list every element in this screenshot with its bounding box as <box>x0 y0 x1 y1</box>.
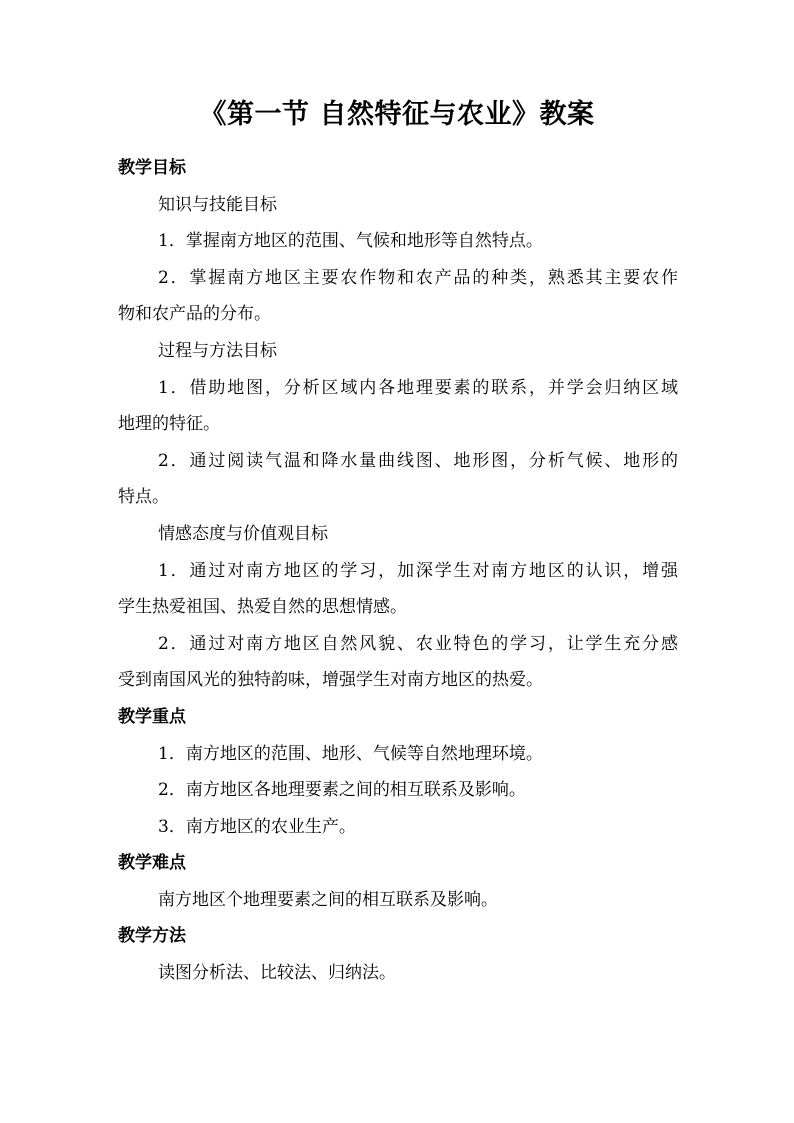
document-title: 《第一节 自然特征与农业》教案 <box>199 99 595 130</box>
knowledge-item-2 <box>118 260 678 333</box>
process-item-1 <box>118 370 678 443</box>
difficulties-text: 南方地区个地理要素之间的相互联系及影响。 <box>158 889 498 910</box>
knowledge-item-1: 1．掌握南方地区的范围、气候和地形等自然特点。 <box>158 231 543 252</box>
document-body <box>118 150 678 992</box>
attitude-item-1 <box>118 553 678 626</box>
attitude-item-1-line-2: 学生热爱祖国、热爱自然的思想情感。 <box>118 597 407 618</box>
section-heading-objectives: 教学目标 <box>118 158 186 178</box>
section-heading-methods: 教学方法 <box>118 926 186 947</box>
section-heading-key-points: 教学重点 <box>118 706 186 727</box>
attitude-item-2 <box>118 626 678 699</box>
attitude-item-1-line-1: 1．通过对南方地区的学习，加深学生对南方地区的认识，增强 <box>158 560 678 581</box>
attitude-item-2-line-2: 受到南国风光的独特韵味，增强学生对南方地区的热爱。 <box>118 670 543 691</box>
attitude-item-2-line-1: 2．通过对南方地区自然风貌、农业特色的学习，让学生充分感 <box>158 633 678 654</box>
process-item-2 <box>118 443 678 516</box>
process-item-1-line-1: 1．借助地图，分析区域内各地理要素的联系，并学会归纳区域 <box>158 377 678 398</box>
process-item-2-line-1: 2．通过阅读气温和降水量曲线图、地形图，分析气候、地形的 <box>158 450 678 471</box>
process-item-2-line-2: 特点。 <box>118 487 169 508</box>
key-point-item-2: 2．南方地区各地理要素之间的相互联系及影响。 <box>158 780 526 801</box>
key-point-item-3: 3．南方地区的农业生产。 <box>158 816 356 837</box>
section-heading-difficulties: 教学难点 <box>118 853 186 874</box>
knowledge-item-2-line-1: 2．掌握南方地区主要农作物和农产品的种类，熟悉其主要农作 <box>158 267 678 288</box>
methods-text: 读图分析法、比较法、归纳法。 <box>158 963 396 984</box>
subheading-process: 过程与方法目标 <box>158 340 277 361</box>
knowledge-item-2-line-2: 物和农产品的分布。 <box>118 304 271 325</box>
process-item-1-line-2: 地理的特征。 <box>118 414 220 435</box>
key-point-item-1: 1．南方地区的范围、地形、气候等自然地理环境。 <box>158 743 543 764</box>
subheading-attitude: 情感态度与价值观目标 <box>158 523 328 544</box>
subheading-knowledge: 知识与技能目标 <box>158 194 277 215</box>
